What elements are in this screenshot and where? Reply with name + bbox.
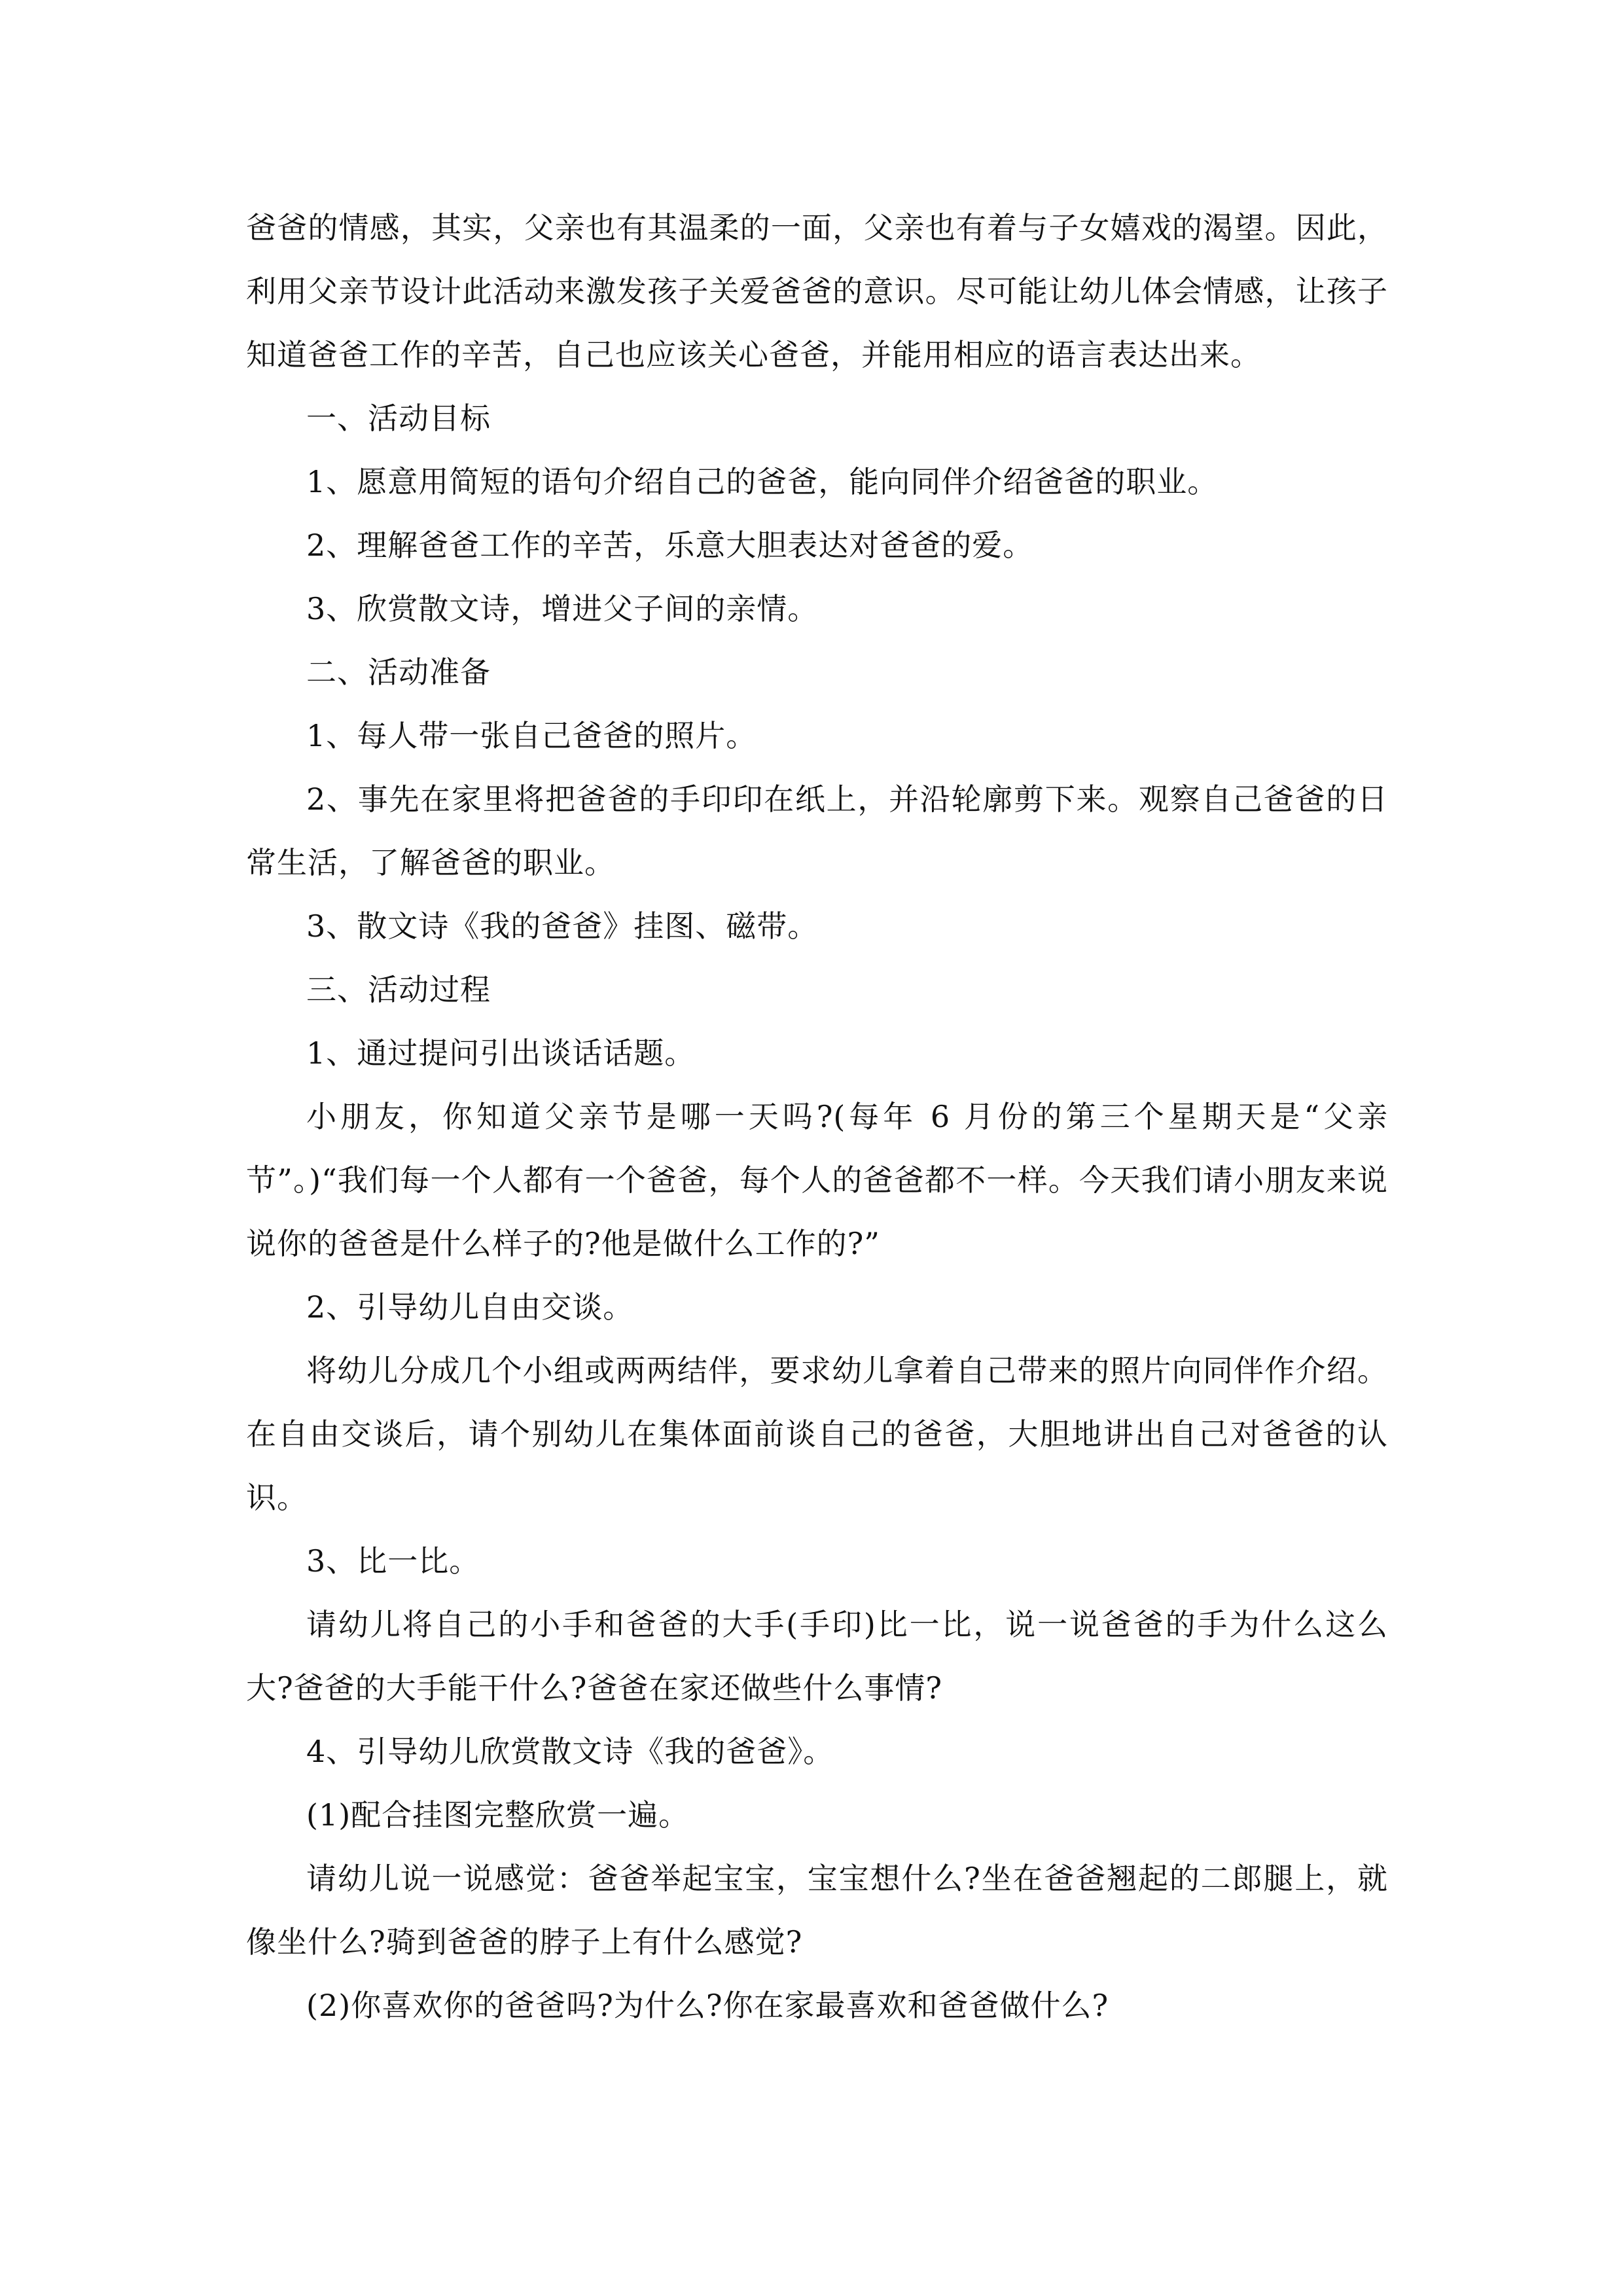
process-substep-1: (1)配合挂图完整欣赏一遍。 [306,1797,690,1833]
process-step-3: 3、比一比。 [306,1543,480,1579]
process-substep-1-detail: 请幼儿说一说感觉：爸爸举起宝宝，宝宝想什么?坐在爸爸翘起的二郎腿上，就像坐什么?骑到爸爸的脖子上有什么感觉? [246,1861,1388,1960]
process-step-1: 1、通过提问引出谈话话题。 [306,1035,696,1071]
process-step-4: 4、引导幼儿欣赏散文诗《我的爸爸》。 [306,1734,834,1769]
process-step-2: 2、引导幼儿自由交谈。 [306,1289,634,1325]
process-step-2-detail: 将幼儿分成几个小组或两两结伴，要求幼儿拿着自己带来的照片向同伴作介绍。在自由交谈后，请个别幼儿在集体面前谈自己的爸爸，大胆地讲出自己对爸爸的认识。 [246,1353,1388,1515]
heading-activity-preparation: 二、活动准备 [306,655,491,690]
preparation-item-3: 3、散文诗《我的爸爸》挂图、磁带。 [306,908,819,944]
heading-activity-goals: 一、活动目标 [306,401,491,436]
paragraph-intro-continuation: 爸爸的情感，其实，父亲也有其温柔的一面，父亲也有着与子女嬉戏的渴望。因此，利用父亲节设计此活动来激发孩子关爱爸爸的意识。尽可能让幼儿体会情感，让孩子知道爸爸工作的辛苦，自己也应该关心爸爸，并能用相应的语言表达出来。 [246,210,1388,372]
heading-activity-process: 三、活动过程 [306,972,491,1007]
goal-item-1: 1、愿意用简短的语句介绍自己的爸爸，能向同伴介绍爸爸的职业。 [306,464,1219,499]
goal-item-2: 2、理解爸爸工作的辛苦，乐意大胆表达对爸爸的爱。 [306,528,1034,563]
process-substep-2: (2)你喜欢你的爸爸吗?为什么?你在家最喜欢和爸爸做什么? [306,1988,1109,2023]
preparation-item-2: 2、事先在家里将把爸爸的手印印在纸上，并沿轮廓剪下来。观察自己爸爸的日常生活，了解爸爸的职业。 [246,781,1388,880]
process-step-3-detail: 请幼儿将自己的小手和爸爸的大手(手印)比一比，说一说爸爸的手为什么这么大?爸爸的大手能干什么?爸爸在家还做些什么事情? [246,1607,1388,1706]
process-step-1-detail: 小朋友，你知道父亲节是哪一天吗?(每年 6 月份的第三个星期天是“父亲节”。)“我们每一个人都有一个爸爸，每个人的爸爸都不一样。今天我们请小朋友来说说你的爸爸是什么样子的?他是做什么工作的?” [246,1099,1388,1261]
document-body [246,196,1388,2037]
goal-item-3: 3、欣赏散文诗，增进父子间的亲情。 [306,591,819,626]
preparation-item-1: 1、每人带一张自己爸爸的照片。 [306,718,757,753]
